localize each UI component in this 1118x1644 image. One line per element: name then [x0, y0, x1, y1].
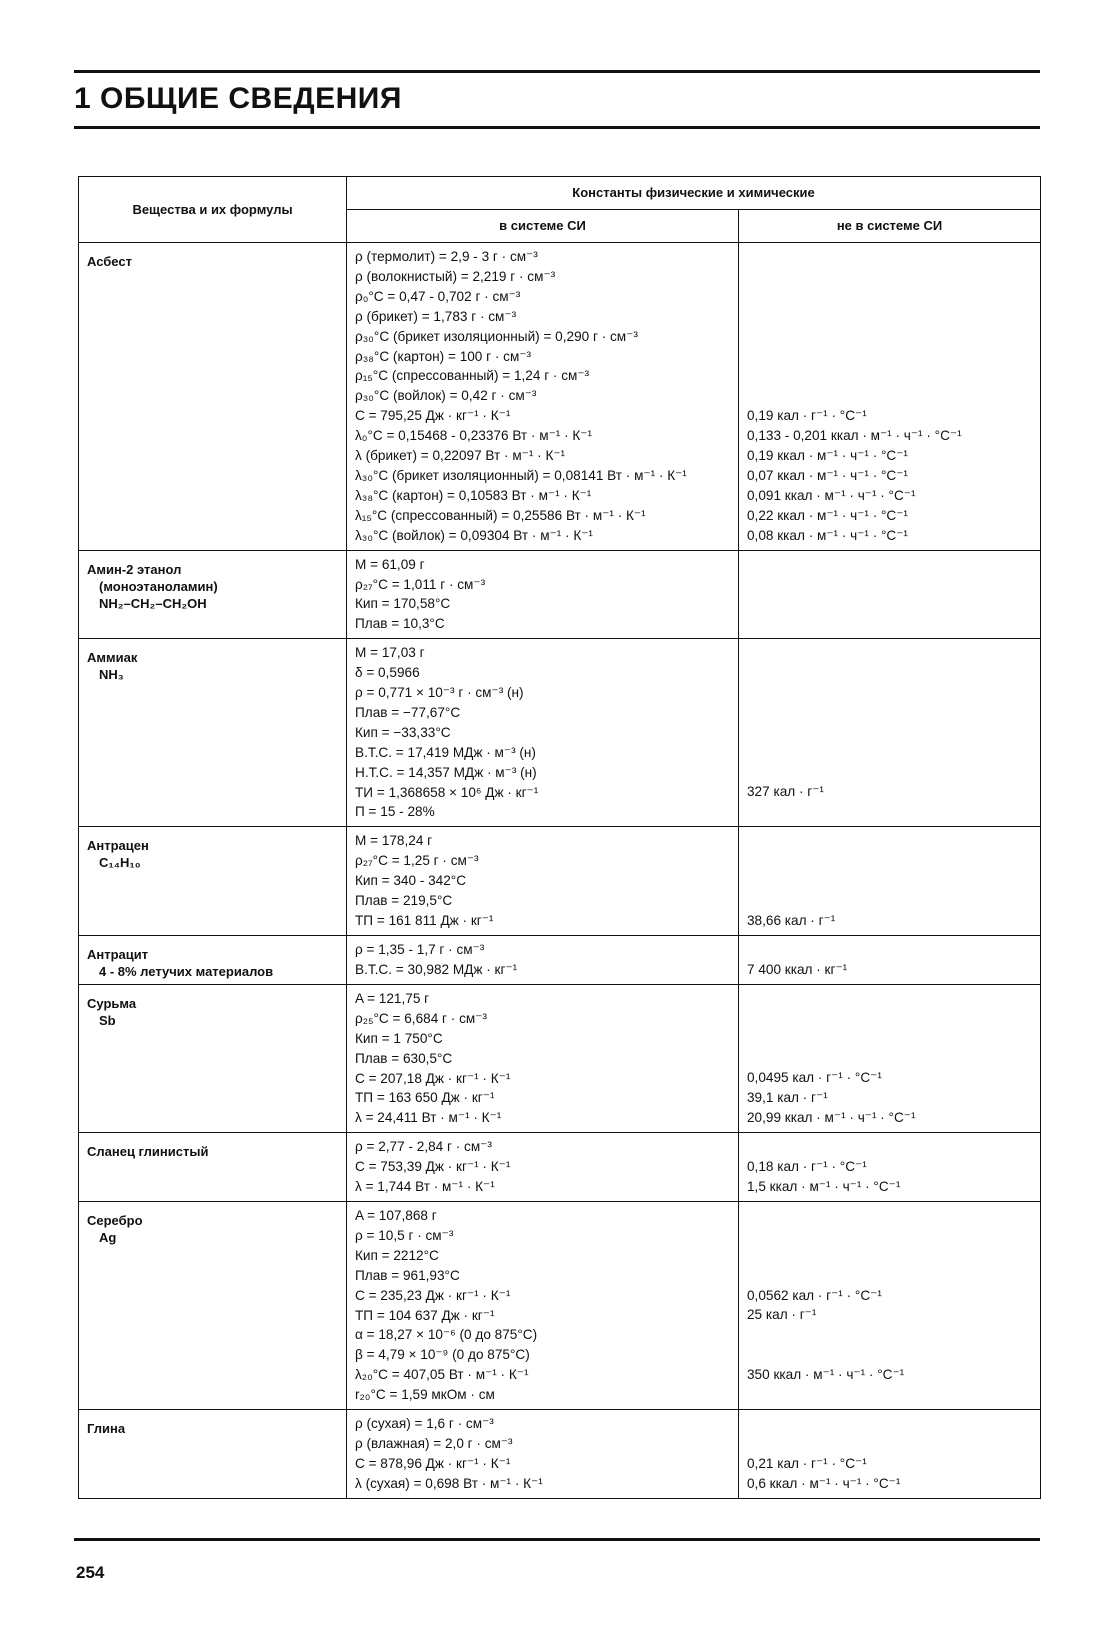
non-si-value: 0,19 ккал · м⁻¹ · ч⁻¹ · °C⁻¹ [747, 447, 908, 463]
blank-line [747, 1325, 1036, 1345]
non-si-value: 25 кал · г⁻¹ [747, 1307, 817, 1323]
header-si: в системе СИ [347, 210, 739, 243]
si-value: ρ = 0,771 × 10⁻³ г · см⁻³ (н) [355, 685, 524, 701]
table-row [79, 243, 1041, 551]
si-value: ρ₃₀°C (брикет изоляционный) = 0,290 г · см⁻³ [355, 328, 638, 344]
non-si-value: 39,1 кал · г⁻¹ [747, 1090, 828, 1106]
si-value: Плав = 961,93°C [355, 1267, 460, 1283]
non-si-values-cell [739, 935, 1041, 984]
non-si-values-cell [739, 243, 1041, 551]
si-value: ρ (термолит) = 2,9 - 3 г · см⁻³ [355, 249, 538, 264]
si-value: ρ₂₇°C = 1,011 г · см⁻³ [355, 576, 486, 592]
si-value: Плав = 10,3°C [355, 616, 445, 632]
non-si-value: 0,19 кал · г⁻¹ · °C⁻¹ [747, 408, 867, 424]
header-non-si: не в системе СИ [739, 210, 1041, 243]
si-value: Плав = 219,5°C [355, 893, 453, 909]
non-si-value: 0,0562 кал · г⁻¹ · °C⁻¹ [747, 1287, 882, 1303]
si-value: ρ₀°C = 0,47 - 0,702 г · см⁻³ [355, 288, 521, 304]
table-row [79, 984, 1041, 1132]
blank-line [747, 663, 1036, 683]
substance-cell [79, 1133, 347, 1202]
non-si-value: 327 кал · г⁻¹ [747, 784, 824, 800]
non-si-value: 0,0495 кал · г⁻¹ · °C⁻¹ [747, 1070, 882, 1086]
non-si-values-cell [739, 1410, 1041, 1499]
si-value: A = 107,868 г [355, 1207, 437, 1223]
blank-line [747, 743, 1036, 763]
non-si-value: 1,5 ккал · м⁻¹ · ч⁻¹ · °C⁻¹ [747, 1179, 901, 1195]
substance-cell [79, 550, 347, 639]
si-value: r₂₀°C = 1,59 мкОм · см [355, 1387, 495, 1403]
si-value: C = 235,23 Дж · кг⁻¹ · К⁻¹ [355, 1287, 511, 1303]
substance-name: Антрацит [87, 946, 149, 962]
si-value: M = 17,03 г [355, 645, 425, 661]
si-value: λ = 1,744 Вт · м⁻¹ · К⁻¹ [355, 1179, 495, 1195]
page-title: 1 ОБЩИЕ СВЕДЕНИЯ [74, 82, 402, 115]
table-row [79, 639, 1041, 827]
non-si-value: 0,08 ккал · м⁻¹ · ч⁻¹ · °C⁻¹ [747, 527, 908, 543]
bottom-rule [74, 1538, 1040, 1541]
substance-formula: Sb [99, 1012, 116, 1028]
blank-line [747, 989, 1036, 1009]
substance-cell [79, 639, 347, 827]
blank-line [747, 1345, 1036, 1365]
si-value: ТП = 104 637 Дж · кг⁻¹ [355, 1307, 495, 1323]
page-number: 254 [76, 1563, 105, 1582]
non-si-value: 0,091 ккал · м⁻¹ · ч⁻¹ · °C⁻¹ [747, 487, 916, 503]
substance-formula: NH₂–CH₂–CH₂OH [99, 595, 207, 611]
si-value: ρ = 1,35 - 1,7 г · см⁻³ [355, 941, 485, 957]
non-si-value: 0,18 кал · г⁻¹ · °C⁻¹ [747, 1159, 867, 1175]
table-body [79, 243, 1041, 1499]
substance-name: Сурьма [87, 995, 137, 1011]
blank-line [747, 1226, 1036, 1246]
si-values-cell [347, 1133, 739, 1202]
non-si-value: 0,133 - 0,201 ккал · м⁻¹ · ч⁻¹ · °C⁻¹ [747, 428, 962, 444]
si-value: ρ₂₇°C = 1,25 г · см⁻³ [355, 853, 479, 869]
table-row [79, 827, 1041, 936]
si-value: ТП = 163 650 Дж · кг⁻¹ [355, 1090, 495, 1106]
si-values-cell [347, 550, 739, 639]
constants-table [78, 176, 1041, 1499]
blank-line [747, 643, 1036, 663]
blank-line [747, 1029, 1036, 1049]
blank-line [747, 1246, 1036, 1266]
si-value: Н.Т.С. = 14,357 МДж · м⁻³ (н) [355, 764, 537, 780]
non-si-value: 0,21 кал · г⁻¹ · °C⁻¹ [747, 1455, 867, 1471]
non-si-value: 20,99 ккал · м⁻¹ · ч⁻¹ · °C⁻¹ [747, 1110, 916, 1126]
blank-line [747, 940, 1036, 960]
substance-name: Серебро [87, 1212, 143, 1228]
blank-line [747, 1009, 1036, 1029]
blank-line [747, 1049, 1036, 1069]
si-value: M = 61,09 г [355, 556, 425, 572]
si-value: ρ₂₅°C = 6,684 г · см⁻³ [355, 1010, 487, 1026]
si-value: ρ₃₈°C (картон) = 100 г · см⁻³ [355, 348, 532, 364]
table-row [79, 1201, 1041, 1409]
title-underline [74, 126, 1040, 129]
substance-formula: Ag [99, 1229, 117, 1245]
substance-cell [79, 984, 347, 1132]
non-si-value: 350 ккал · м⁻¹ · ч⁻¹ · °C⁻¹ [747, 1367, 905, 1383]
si-value: A = 121,75 г [355, 990, 430, 1006]
si-values-cell [347, 1410, 739, 1499]
si-value: C = 878,96 Дж · кг⁻¹ · К⁻¹ [355, 1455, 511, 1471]
substance-name: Асбест [87, 254, 132, 269]
non-si-values-cell [739, 827, 1041, 936]
non-si-values-cell [739, 550, 1041, 639]
blank-line [747, 346, 1036, 366]
si-value: Кип = 1 750°C [355, 1030, 443, 1046]
si-values-cell [347, 984, 739, 1132]
non-si-values-cell [739, 1201, 1041, 1409]
non-si-values-cell [739, 639, 1041, 827]
substance-cell [79, 1201, 347, 1409]
si-value: П = 15 - 28% [355, 804, 435, 820]
substance-formula: 4 - 8% летучих материалов [99, 963, 274, 979]
header-substances: Вещества и их формулы [79, 177, 347, 243]
blank-line [747, 1266, 1036, 1286]
substance-name: Антрацен [87, 838, 149, 854]
blank-line [747, 891, 1036, 911]
si-value: λ₂₀°C = 407,05 Вт · м⁻¹ · К⁻¹ [355, 1367, 529, 1383]
table-row [79, 935, 1041, 984]
table-row [79, 1410, 1041, 1499]
si-value: ρ = 2,77 - 2,84 г · см⁻³ [355, 1139, 492, 1155]
si-value: α = 18,27 × 10⁻⁶ (0 до 875°C) [355, 1327, 538, 1343]
blank-line [747, 386, 1036, 406]
non-si-value: 0,6 ккал · м⁻¹ · ч⁻¹ · °C⁻¹ [747, 1475, 901, 1491]
si-value: λ (брикет) = 0,22097 Вт · м⁻¹ · К⁻¹ [355, 448, 566, 464]
substance-formula: NH₃ [99, 667, 124, 683]
substance-name: Сланец глинистый [87, 1144, 209, 1160]
substance-cell [79, 243, 347, 551]
header-constants: Константы физические и химические [347, 177, 1041, 210]
blank-line [747, 327, 1036, 347]
si-value: M = 178,24 г [355, 833, 433, 849]
blank-line [747, 287, 1036, 307]
si-values-cell [347, 827, 739, 936]
si-value: ρ₁₅°C (спрессованный) = 1,24 г · см⁻³ [355, 368, 590, 384]
si-value: λ = 24,411 Вт · м⁻¹ · К⁻¹ [355, 1110, 502, 1126]
table-row [79, 550, 1041, 639]
substance-name: Аммиак [87, 650, 138, 666]
si-values-cell [347, 243, 739, 551]
blank-line [747, 723, 1036, 743]
si-value: ρ (волокнистый) = 2,219 г · см⁻³ [355, 268, 556, 284]
blank-line [747, 247, 1036, 267]
si-value: В.Т.С. = 30,982 МДж · кг⁻¹ [355, 961, 518, 977]
blank-line [747, 366, 1036, 386]
non-si-value: 0,22 ккал · м⁻¹ · ч⁻¹ · °C⁻¹ [747, 507, 908, 523]
non-si-values-cell [739, 984, 1041, 1132]
si-value: ρ = 10,5 г · см⁻³ [355, 1227, 454, 1243]
blank-line [747, 763, 1036, 783]
substance-cell [79, 1410, 347, 1499]
table-row [79, 1133, 1041, 1202]
blank-line [747, 831, 1036, 851]
blank-line [747, 1137, 1036, 1157]
si-values-cell [347, 1201, 739, 1409]
si-value: ТИ = 1,368658 × 10⁶ Дж · кг⁻¹ [355, 784, 539, 800]
si-value: λ₀°C = 0,15468 - 0,23376 Вт · м⁻¹ · К⁻¹ [355, 428, 592, 444]
si-value: C = 753,39 Дж · кг⁻¹ · К⁻¹ [355, 1159, 511, 1175]
substance-cell [79, 827, 347, 936]
blank-line [747, 871, 1036, 891]
substance-formula: (моноэтаноламин) [99, 578, 218, 594]
si-values-cell [347, 639, 739, 827]
blank-line [747, 683, 1036, 703]
si-value: ρ (влажная) = 2,0 г · см⁻³ [355, 1435, 513, 1451]
substance-formula: C₁₄H₁₀ [99, 855, 141, 871]
non-si-value: 38,66 кал · г⁻¹ [747, 912, 836, 928]
top-rule [74, 70, 1040, 73]
si-value: Плав = 630,5°C [355, 1050, 453, 1066]
si-value: ρ (брикет) = 1,783 г · см⁻³ [355, 308, 517, 324]
non-si-value: 7 400 ккал · кг⁻¹ [747, 961, 848, 977]
si-value: λ₃₈°C (картон) = 0,10583 Вт · м⁻¹ · К⁻¹ [355, 487, 592, 503]
blank-line [747, 1414, 1036, 1434]
si-value: Плав = −77,67°C [355, 704, 461, 720]
blank-line [747, 1206, 1036, 1226]
blank-line [747, 1434, 1036, 1454]
si-value: Кип = 2212°C [355, 1247, 439, 1263]
si-value: λ₃₀°C (войлок) = 0,09304 Вт · м⁻¹ · К⁻¹ [355, 527, 593, 543]
si-value: β = 4,79 × 10⁻⁹ (0 до 875°C) [355, 1347, 530, 1363]
substance-cell [79, 935, 347, 984]
si-value: ρ₃₀°C (войлок) = 0,42 г · см⁻³ [355, 388, 537, 404]
si-value: λ (сухая) = 0,698 Вт · м⁻¹ · К⁻¹ [355, 1475, 543, 1491]
blank-line [747, 307, 1036, 327]
si-value: Кип = 170,58°C [355, 596, 451, 612]
si-value: Кип = 340 - 342°C [355, 873, 467, 889]
non-si-values-cell [739, 1133, 1041, 1202]
si-value: λ₃₀°C (брикет изоляционный) = 0,08141 Вт · м⁻¹ · К⁻¹ [355, 467, 687, 483]
si-value: λ₁₅°C (спрессованный) = 0,25586 Вт · м⁻¹ · К⁻¹ [355, 507, 646, 523]
si-value: δ = 0,5966 [355, 665, 420, 681]
si-value: C = 207,18 Дж · кг⁻¹ · К⁻¹ [355, 1070, 511, 1086]
si-value: В.Т.С. = 17,419 МДж · м⁻³ (н) [355, 744, 536, 760]
substance-name: Глина [87, 1421, 126, 1437]
blank-line [747, 851, 1036, 871]
substance-name: Амин-2 этанол [87, 561, 182, 577]
non-si-value: 0,07 ккал · м⁻¹ · ч⁻¹ · °C⁻¹ [747, 467, 908, 483]
blank-line [747, 703, 1036, 723]
si-values-cell [347, 935, 739, 984]
si-value: ТП = 161 811 Дж · кг⁻¹ [355, 913, 494, 928]
si-value: ρ (сухая) = 1,6 г · см⁻³ [355, 1416, 494, 1432]
blank-line [747, 267, 1036, 287]
si-value: Кип = −33,33°C [355, 724, 451, 740]
si-value: C = 795,25 Дж · кг⁻¹ · К⁻¹ [355, 408, 511, 424]
